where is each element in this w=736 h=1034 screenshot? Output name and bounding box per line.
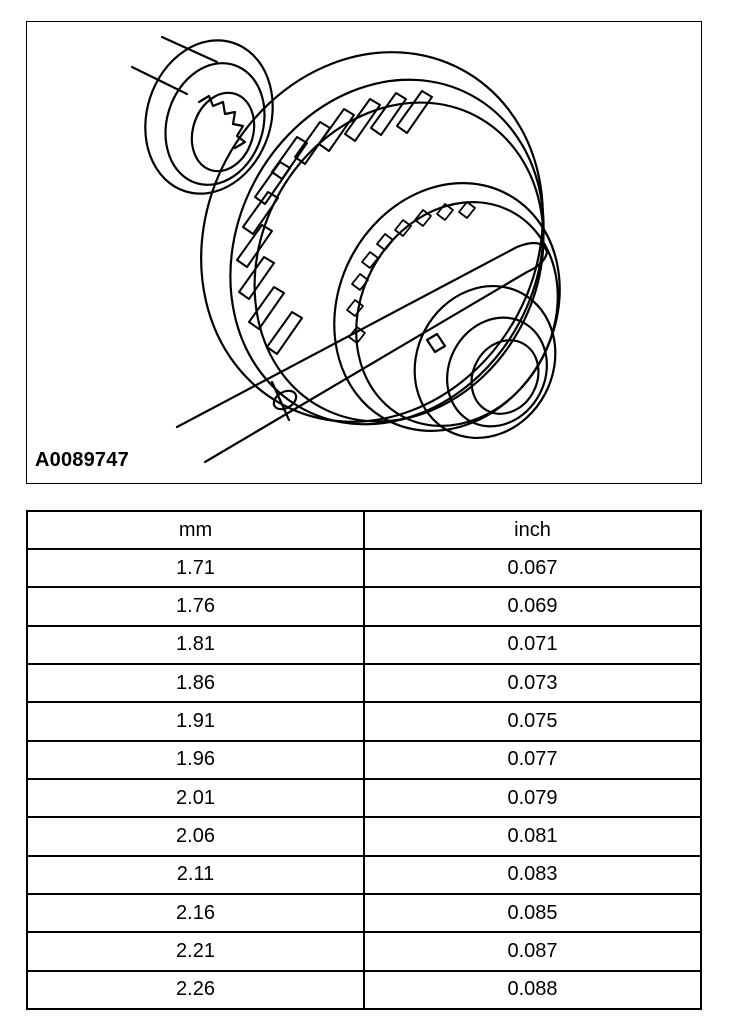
- cell-mm: 2.01: [27, 779, 364, 817]
- cell-mm: 1.86: [27, 664, 364, 702]
- table-row: [27, 702, 701, 740]
- table-row: [27, 971, 701, 1009]
- cell-mm: 1.71: [27, 549, 364, 587]
- cell-inch: 0.083: [364, 856, 701, 894]
- cell-inch: 0.077: [364, 741, 701, 779]
- table-row: [27, 549, 701, 587]
- cell-mm: 1.76: [27, 587, 364, 625]
- cell-inch: 0.067: [364, 549, 701, 587]
- cell-mm: 2.26: [27, 971, 364, 1009]
- figure-id-label: A0089747: [35, 449, 129, 471]
- cell-mm: 1.96: [27, 741, 364, 779]
- table-row: [27, 626, 701, 664]
- cell-mm: 2.11: [27, 856, 364, 894]
- table-header-row: [27, 511, 701, 549]
- gear-feeler-gauge-drawing: [27, 22, 701, 483]
- cell-inch: 0.069: [364, 587, 701, 625]
- table-row: [27, 741, 701, 779]
- table-row: [27, 664, 701, 702]
- cell-inch: 0.087: [364, 932, 701, 970]
- cell-inch: 0.085: [364, 894, 701, 932]
- cell-inch: 0.071: [364, 626, 701, 664]
- table-row: [27, 779, 701, 817]
- header-inch: inch: [364, 511, 701, 549]
- measurement-table: [26, 510, 702, 1010]
- cell-inch: 0.081: [364, 817, 701, 855]
- cell-inch: 0.079: [364, 779, 701, 817]
- technical-illustration: [26, 21, 702, 484]
- header-mm: mm: [27, 511, 364, 549]
- cell-inch: 0.075: [364, 702, 701, 740]
- cell-mm: 2.06: [27, 817, 364, 855]
- cell-mm: 1.81: [27, 626, 364, 664]
- table-row: [27, 817, 701, 855]
- table-row: [27, 856, 701, 894]
- cell-inch: 0.073: [364, 664, 701, 702]
- cell-mm: 2.16: [27, 894, 364, 932]
- table-row: [27, 894, 701, 932]
- cell-mm: 2.21: [27, 932, 364, 970]
- cell-mm: 1.91: [27, 702, 364, 740]
- cell-inch: 0.088: [364, 971, 701, 1009]
- table-row: [27, 587, 701, 625]
- table-row: [27, 932, 701, 970]
